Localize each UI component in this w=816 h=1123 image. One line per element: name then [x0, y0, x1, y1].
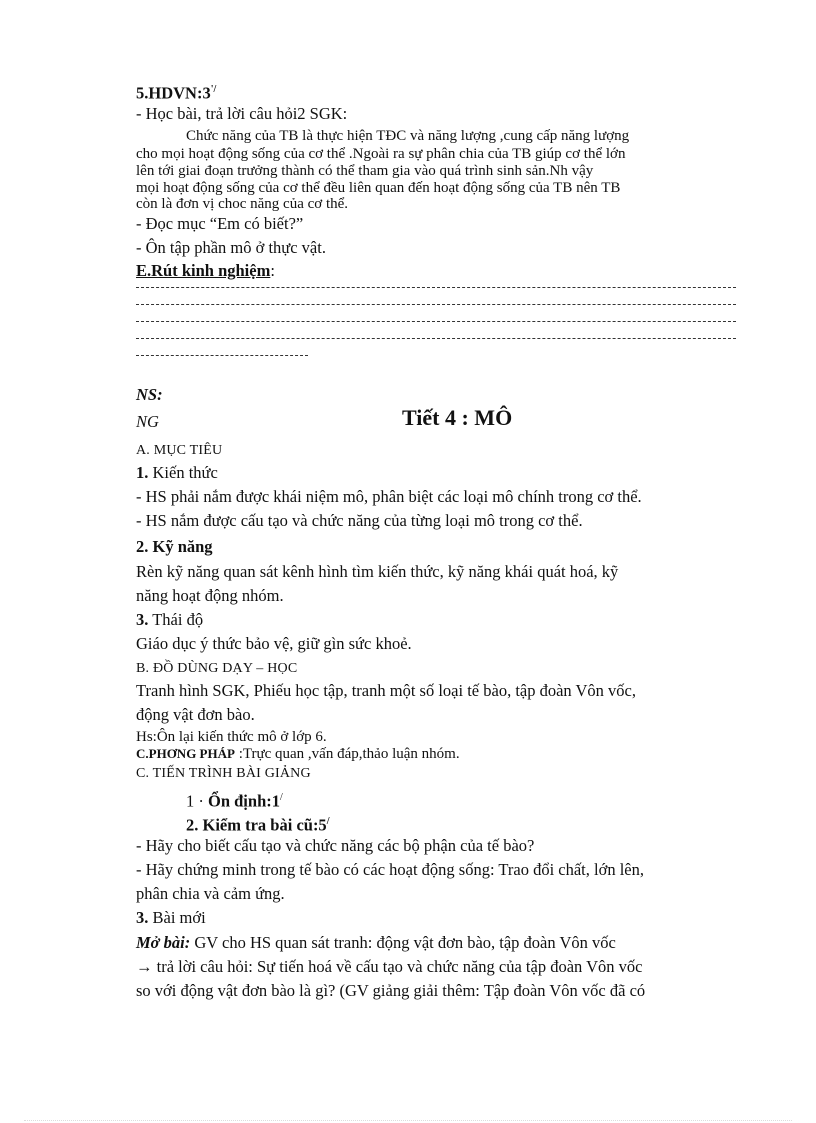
- review-heading: E.Rút kinh nghiệm:: [136, 261, 275, 280]
- attitude-text: Giáo dục ý thức bảo vệ, giữ gìn sức khoẻ.: [136, 634, 412, 653]
- answer-line: Chức năng của TB là thực hiện TĐC và năng lượng ,cung cấp năng lượng: [186, 128, 630, 144]
- answer-line: lên tới giai đoạn trưởng thành có thể tham gia vào quá trình sinh sản.Nh vậy: [136, 163, 594, 179]
- review-line: [136, 355, 308, 356]
- review-line: [136, 304, 736, 305]
- section-b-heading: B. ĐỒ DÙNG DẠY – HỌC: [136, 661, 298, 676]
- review-line: [136, 321, 736, 322]
- intro-line: Mở bài: GV cho HS quan sát tranh: động vật đơn bào, tập đoàn Vôn vốc: [136, 933, 616, 952]
- method-line: C.PHƠNG PHÁP :Trực quan ,vấn đáp,thảo luận nhóm.: [136, 746, 460, 762]
- materials-text: động vật đơn bào.: [136, 705, 255, 724]
- answer-line: mọi hoạt động sống của cơ thể đều liên quan đến hoạt động sống của TB nên TB: [136, 180, 621, 196]
- ng-label: NG: [136, 412, 159, 431]
- step-3-heading: 3. Bài mới: [136, 908, 206, 927]
- skills-text: Rèn kỹ năng quan sát kênh hình tìm kiến thức, kỹ năng khái quát hoá, kỹ: [136, 562, 619, 581]
- page-bottom-divider: [24, 1120, 792, 1121]
- skills-text: năng hoạt động nhóm.: [136, 586, 284, 605]
- question-item: - Hãy chứng minh trong tế bào có các hoạt động sống: Trao đổi chất, lớn lên,: [136, 860, 644, 879]
- hs-note: Hs:Ôn lại kiến thức mô ở lớp 6.: [136, 729, 327, 745]
- ns-label: NS:: [136, 385, 163, 404]
- step-2: 2. Kiểm tra bài cũ:5/: [186, 815, 330, 835]
- knowledge-item: - HS nắm được cấu tạo và chức năng của từng loại mô trong cơ thể.: [136, 511, 583, 530]
- skills-heading: 2. Kỹ năng: [136, 537, 213, 556]
- hdvn-item-2: - Đọc mục “Em có biết?”: [136, 214, 304, 233]
- answer-line: cho mọi hoạt động sống của cơ thể .Ngoài ra sự phân chia của TB giúp cơ thể lớn: [136, 146, 626, 162]
- hdvn-item-3: - Ôn tập phần mô ở thực vật.: [136, 238, 326, 257]
- intro-line: so với động vật đơn bào là gì? (GV giảng giải thêm: Tập đoàn Vôn vốc đã có: [136, 981, 646, 1000]
- review-line: [136, 287, 736, 288]
- question-item: phân chia và cảm ứng.: [136, 884, 285, 903]
- step-1: 1 · Ổn định:1/: [186, 791, 283, 811]
- section-c-heading: C. TIẾN TRÌNH BÀI GIẢNG: [136, 766, 311, 781]
- attitude-heading: 3. Thái độ: [136, 610, 204, 629]
- question-item: - Hãy cho biết cấu tạo và chức năng các bộ phận của tế bào?: [136, 836, 535, 855]
- hdvn-heading: 5.HDVN:3'/: [136, 83, 217, 103]
- lesson-title: Tiết 4 : MÔ: [402, 405, 513, 430]
- knowledge-item: - HS phải nắm được khái niệm mô, phân biệt các loại mô chính trong cơ thể.: [136, 487, 642, 506]
- knowledge-heading: 1. Kiến thức: [136, 463, 218, 482]
- materials-text: Tranh hình SGK, Phiếu học tập, tranh một số loại tế bào, tập đoàn Vôn vốc,: [136, 681, 636, 700]
- intro-line: → trả lời câu hỏi: Sự tiến hoá về cấu tạo và chức năng của tập đoàn Vôn vốc: [136, 957, 643, 976]
- section-a-heading: A. MỤC TIÊU: [136, 443, 223, 458]
- answer-line: còn là đơn vị choc năng của cơ thể.: [136, 196, 349, 212]
- hdvn-item-1: - Học bài, trả lời câu hỏi2 SGK:: [136, 104, 348, 123]
- review-line: [136, 338, 736, 339]
